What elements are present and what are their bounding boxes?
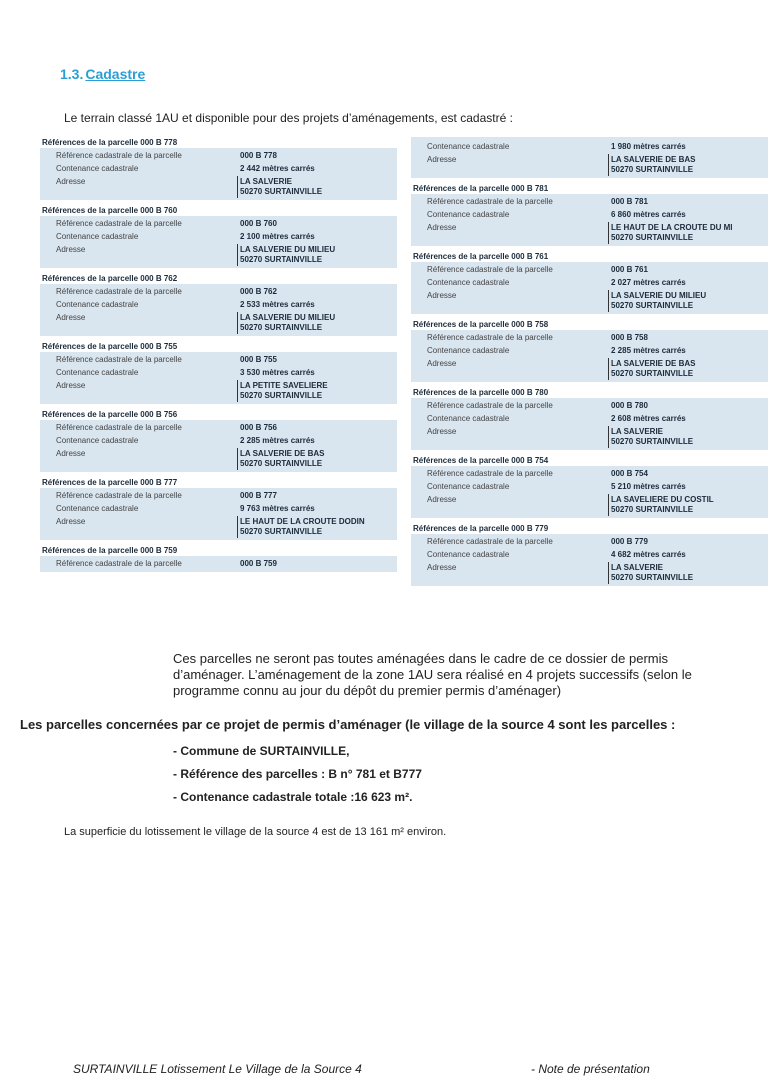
- parcel-title: Références de la parcelle 000 B 779: [413, 524, 549, 533]
- parcel-column-right: [411, 137, 768, 591]
- parcel-block: [40, 477, 397, 540]
- adr-value: LE HAUT DE LA CROUTE DU MI 50270 SURTAINVILLE: [608, 222, 768, 244]
- parcel-block: [411, 387, 768, 450]
- cont-label: Contenance cadastrale: [427, 482, 510, 491]
- ref-value: 000 B 754: [611, 469, 648, 478]
- bullet-contenance: - Contenance cadastrale totale :16 623 m².: [173, 790, 413, 804]
- parcel-title: Références de la parcelle 000 B 758: [413, 320, 549, 329]
- parcel-block: [411, 523, 768, 586]
- ref-label: Référence cadastrale de la parcelle: [427, 401, 553, 410]
- parcel-title: Références de la parcelle 000 B 760: [42, 206, 178, 215]
- parcel-title: Références de la parcelle 000 B 756: [42, 410, 178, 419]
- section-heading: [60, 66, 145, 82]
- adr-label: Adresse: [427, 223, 457, 232]
- cont-label: Contenance cadastrale: [427, 142, 510, 151]
- parcel-block: [40, 205, 397, 268]
- cont-value: 5 210 mètres carrés: [611, 482, 686, 491]
- adr-value: LA SALVERIE DU MILIEU 50270 SURTAINVILLE: [237, 244, 397, 266]
- adr-label: Adresse: [427, 359, 457, 368]
- adr-label: Adresse: [427, 563, 457, 572]
- bullet-commune: - Commune de SURTAINVILLE,: [173, 744, 350, 758]
- adr-label: Adresse: [56, 449, 86, 458]
- parcel-block: [40, 341, 397, 404]
- ref-value: 000 B 755: [240, 355, 277, 364]
- ref-label: Référence cadastrale de la parcelle: [427, 333, 553, 342]
- ref-label: Référence cadastrale de la parcelle: [56, 219, 182, 228]
- cont-label: Contenance cadastrale: [427, 550, 510, 559]
- concerned-parcels-title: Les parcelles concernées par ce projet de permis d’aménager (le village de la source 4 sont les parcelles :: [20, 717, 676, 732]
- adr-label: Adresse: [56, 381, 86, 390]
- adr-label: Adresse: [56, 177, 86, 186]
- ref-value: 000 B 779: [611, 537, 648, 546]
- ref-value: 000 B 760: [240, 219, 277, 228]
- parcel-block: [40, 273, 397, 336]
- ref-value: 000 B 780: [611, 401, 648, 410]
- bullet-list: [173, 743, 422, 812]
- adr-label: Adresse: [427, 495, 457, 504]
- cont-value: 2 285 mètres carrés: [240, 436, 315, 445]
- parcel-block: [411, 455, 768, 518]
- adr-value: LA SALVERIE 50270 SURTAINVILLE: [608, 562, 768, 584]
- cont-label: Contenance cadastrale: [427, 278, 510, 287]
- cont-value: 4 682 mètres carrés: [611, 550, 686, 559]
- ref-label: Référence cadastrale de la parcelle: [427, 197, 553, 206]
- ref-value: 000 B 756: [240, 423, 277, 432]
- intro-text: Le terrain classé 1AU et disponible pour des projets d’aménagements, est cadastré :: [64, 111, 513, 125]
- adr-value: LA SALVERIE 50270 SURTAINVILLE: [608, 426, 768, 448]
- adr-label: Adresse: [56, 313, 86, 322]
- cont-label: Contenance cadastrale: [56, 300, 139, 309]
- cont-value: 3 530 mètres carrés: [240, 368, 315, 377]
- adr-label: Adresse: [56, 245, 86, 254]
- adr-label: Adresse: [427, 155, 457, 164]
- parcel-title: Références de la parcelle 000 B 754: [413, 456, 549, 465]
- parcel-title: Références de la parcelle 000 B 777: [42, 478, 178, 487]
- cont-value: 1 980 mètres carrés: [611, 142, 686, 151]
- superficie-text: La superficie du lotissement le village de la source 4 est de 13 161 m² environ.: [64, 826, 447, 838]
- cont-value: 2 442 mètres carrés: [240, 164, 315, 173]
- cont-value: 2 027 mètres carrés: [611, 278, 686, 287]
- cont-label: Contenance cadastrale: [56, 436, 139, 445]
- cont-label: Contenance cadastrale: [427, 346, 510, 355]
- amenagement-paragraph: Ces parcelles ne seront pas toutes aménagées dans le cadre de ce dossier de permis d’aménager. L’aménagement de la zone 1AU sera réalisé en 4 projets successifs (selon le programme connu au jour du dépôt du premier permis d’aménager): [173, 651, 692, 698]
- cont-label: Contenance cadastrale: [56, 368, 139, 377]
- ref-value: 000 B 761: [611, 265, 648, 274]
- ref-label: Référence cadastrale de la parcelle: [427, 265, 553, 274]
- adr-value: LA SALVERIE 50270 SURTAINVILLE: [237, 176, 397, 198]
- parcel-column-left: [40, 137, 397, 577]
- parcel-title: Références de la parcelle 000 B 755: [42, 342, 178, 351]
- ref-label: Référence cadastrale de la parcelle: [56, 491, 182, 500]
- ref-value: 000 B 762: [240, 287, 277, 296]
- ref-label: Référence cadastrale de la parcelle: [56, 423, 182, 432]
- cont-label: Contenance cadastrale: [56, 232, 139, 241]
- parcel-block: [411, 319, 768, 382]
- footer-title: SURTAINVILLE Lotissement Le Village de la Source 4: [73, 1062, 362, 1076]
- adr-label: Adresse: [56, 517, 86, 526]
- adr-label: Adresse: [427, 427, 457, 436]
- cont-value: 2 285 mètres carrés: [611, 346, 686, 355]
- cont-label: Contenance cadastrale: [56, 164, 139, 173]
- cont-label: Contenance cadastrale: [427, 210, 510, 219]
- adr-value: LA PETITE SAVELIERE 50270 SURTAINVILLE: [237, 380, 397, 402]
- adr-value: LA SALVERIE DU MILIEU 50270 SURTAINVILLE: [237, 312, 397, 334]
- cont-value: 6 860 mètres carrés: [611, 210, 686, 219]
- ref-label: Référence cadastrale de la parcelle: [56, 355, 182, 364]
- ref-value: 000 B 777: [240, 491, 277, 500]
- ref-label: Référence cadastrale de la parcelle: [427, 469, 553, 478]
- ref-label: Référence cadastrale de la parcelle: [56, 559, 182, 568]
- parcel-title: Références de la parcelle 000 B 780: [413, 388, 549, 397]
- cont-value: 2 608 mètres carrés: [611, 414, 686, 423]
- footer-note: - Note de présentation: [531, 1062, 650, 1076]
- adr-value: LA SALVERIE DE BAS 50270 SURTAINVILLE: [608, 154, 768, 176]
- parcel-title: Références de la parcelle 000 B 781: [413, 184, 549, 193]
- ref-value: 000 B 759: [240, 559, 277, 568]
- parcel-block: [411, 183, 768, 246]
- parcel-block: [40, 137, 397, 200]
- ref-value: 000 B 758: [611, 333, 648, 342]
- adr-value: LA SALVERIE DE BAS 50270 SURTAINVILLE: [237, 448, 397, 470]
- ref-label: Référence cadastrale de la parcelle: [56, 151, 182, 160]
- parcel-title: Références de la parcelle 000 B 761: [413, 252, 549, 261]
- parcel-block: [40, 545, 397, 572]
- cont-value: 9 763 mètres carrés: [240, 504, 315, 513]
- parcel-title: Références de la parcelle 000 B 778: [42, 138, 178, 147]
- bullet-references: - Référence des parcelles : B n° 781 et B777: [173, 767, 422, 781]
- ref-label: Référence cadastrale de la parcelle: [427, 537, 553, 546]
- cont-value: 2 533 mètres carrés: [240, 300, 315, 309]
- adr-label: Adresse: [427, 291, 457, 300]
- adr-value: LA SAVELIERE DU COSTIL 50270 SURTAINVILLE: [608, 494, 768, 516]
- ref-value: 000 B 781: [611, 197, 648, 206]
- section-title: Cadastre: [85, 66, 146, 82]
- parcel-title: Références de la parcelle 000 B 762: [42, 274, 178, 283]
- parcel-block: [411, 251, 768, 314]
- parcel-block-continued: [411, 137, 768, 178]
- ref-label: Référence cadastrale de la parcelle: [56, 287, 182, 296]
- parcel-title: Références de la parcelle 000 B 759: [42, 546, 178, 555]
- parcel-block: [40, 409, 397, 472]
- section-number: 1.3.: [60, 66, 84, 82]
- cont-label: Contenance cadastrale: [56, 504, 139, 513]
- cont-value: 2 100 mètres carrés: [240, 232, 315, 241]
- adr-value: LA SALVERIE DE BAS 50270 SURTAINVILLE: [608, 358, 768, 380]
- cont-label: Contenance cadastrale: [427, 414, 510, 423]
- adr-value: LA SALVERIE DU MILIEU 50270 SURTAINVILLE: [608, 290, 768, 312]
- ref-value: 000 B 778: [240, 151, 277, 160]
- adr-value: LE HAUT DE LA CROUTE DODIN 50270 SURTAINVILLE: [237, 516, 397, 538]
